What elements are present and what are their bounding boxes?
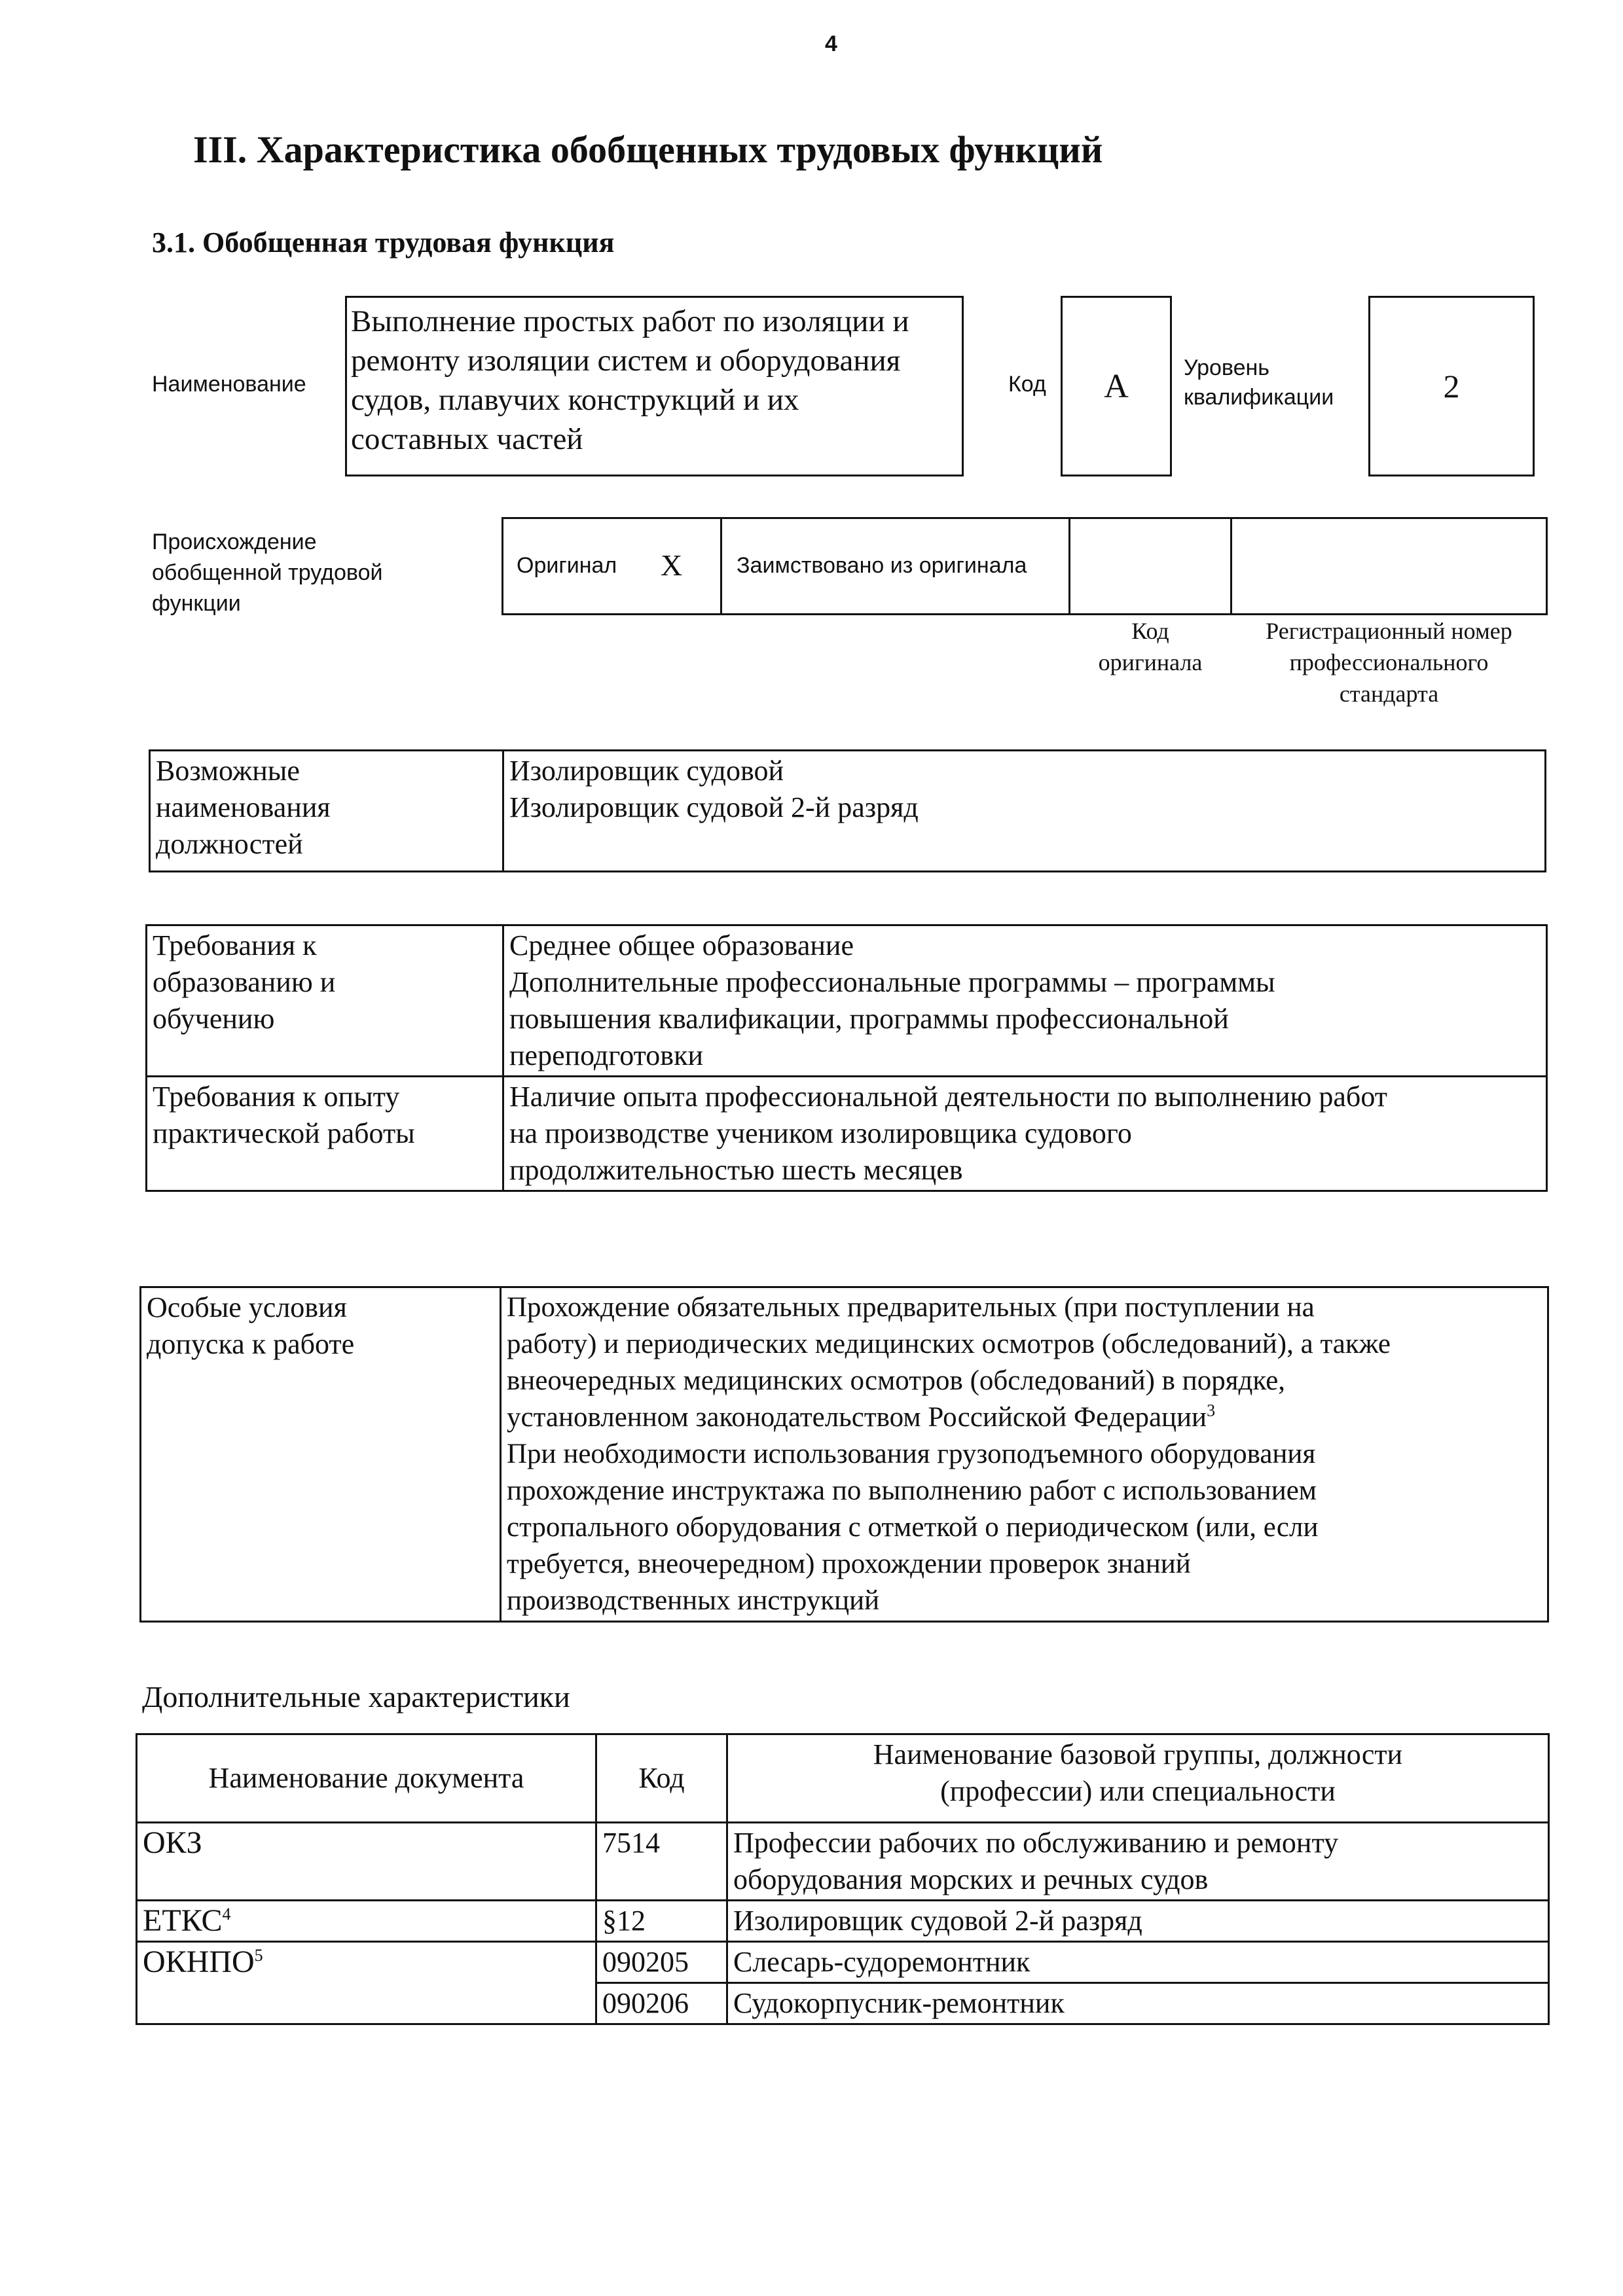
table-row <box>137 1901 1549 1942</box>
value-line: работу) и периодических медицинских осмотров (обследований), а также <box>507 1329 1391 1359</box>
code-cell: 7514 <box>596 1823 727 1901</box>
origin-label-line: обобщенной трудовой <box>152 560 383 585</box>
function-name-line: ремонту изоляции систем и оборудования <box>351 344 901 378</box>
caption-line: Регистрационный номер <box>1266 618 1512 644</box>
label-line: Требования к опыту <box>153 1081 400 1113</box>
value-line: Дополнительные профессиональные программы – программы <box>509 966 1275 998</box>
additional-header-row <box>137 1734 1549 1823</box>
conditions-label <box>141 1287 501 1622</box>
name-line: оборудования морских и речных судов <box>733 1863 1209 1895</box>
label-line: Возможные <box>156 755 300 787</box>
requirements-table <box>145 924 1548 1192</box>
original-mark: X <box>661 548 683 582</box>
borrowed-label: Заимствовано из оригинала <box>737 553 1027 578</box>
borrowed-cell <box>720 517 1070 615</box>
registration-caption <box>1230 615 1548 709</box>
doc-cell <box>137 1823 596 1901</box>
origin-label <box>152 527 382 619</box>
footnote-mark: 3 <box>1207 1401 1216 1420</box>
experience-label <box>147 1077 503 1191</box>
value-line: стропального оборудования с отметкой о периодическом (или, если <box>507 1512 1319 1543</box>
additional-title: Дополнительные характеристики <box>142 1680 570 1713</box>
original-code-caption <box>1068 615 1232 678</box>
level-label-line-2: квалификации <box>1184 385 1334 410</box>
value-text: установленном законодательством Российской Федерации <box>507 1402 1207 1433</box>
header-line: Наименование базовой группы, должности <box>873 1738 1403 1770</box>
label-line: Требования к <box>153 929 317 961</box>
code-value: А <box>1104 367 1129 405</box>
function-name-box <box>345 296 964 476</box>
doc-text: ЕТКС <box>143 1903 223 1938</box>
label-line: Особые условия <box>147 1291 347 1323</box>
label-line: наименования <box>156 791 331 823</box>
conditions-value <box>501 1287 1548 1622</box>
header-doc: Наименование документа <box>137 1734 596 1823</box>
level-value-box <box>1368 296 1535 476</box>
value-line: продолжительностью шесть месяцев <box>509 1154 963 1186</box>
caption-line: профессионального <box>1289 649 1489 675</box>
level-value: 2 <box>1443 368 1460 404</box>
value-line: Среднее общее образование <box>509 929 854 961</box>
section-title: III. Характеристика обобщенных трудовых функций <box>193 128 1103 171</box>
caption-line: стандарта <box>1339 681 1439 707</box>
positions-row <box>150 751 1546 872</box>
name-line: Слесарь-судоремонтник <box>733 1946 1030 1978</box>
value-line: на производстве учеником изолировщика судового <box>509 1117 1132 1149</box>
positions-value <box>503 751 1546 872</box>
name-line: Изолировщик судовой 2-й разряд <box>733 1905 1142 1937</box>
name-cell <box>727 1823 1549 1901</box>
value-line: Прохождение обязательных предварительных (при поступлении на <box>507 1292 1315 1323</box>
label-line: практической работы <box>153 1117 415 1149</box>
experience-row <box>147 1077 1547 1191</box>
name-label: Наименование <box>152 372 306 397</box>
positions-label <box>150 751 503 872</box>
table-row <box>137 1823 1549 1901</box>
positions-table <box>149 749 1546 872</box>
value-line: Изолировщик судовой 2-й разряд <box>509 791 919 823</box>
original-code-cell <box>1068 517 1232 615</box>
name-cell <box>727 1983 1549 2024</box>
registration-number-cell <box>1230 517 1548 615</box>
function-name-line: составных частей <box>351 422 583 456</box>
value-line: Изолировщик судовой <box>509 755 784 787</box>
header-line: (профессии) или специальности <box>940 1775 1336 1807</box>
origin-label-line: функции <box>152 591 241 616</box>
value-line <box>507 1399 1542 1436</box>
original-label: Оригинал <box>517 553 617 578</box>
code-cell: §12 <box>596 1901 727 1942</box>
header-name <box>727 1734 1549 1823</box>
footnote-mark: 4 <box>222 1905 231 1924</box>
function-name-line: судов, плавучих конструкций и их <box>351 383 799 417</box>
value-line: повышения квалификации, программы профессиональной <box>509 1003 1229 1035</box>
value-line: При необходимости использования грузоподъемного оборудования <box>507 1439 1316 1469</box>
label-line: образованию и <box>153 966 336 998</box>
doc-cell <box>137 1942 596 2024</box>
conditions-table <box>139 1286 1549 1623</box>
doc-text: ОКНПО <box>143 1945 255 1979</box>
name-line: Судокорпусник-ремонтник <box>733 1987 1065 2019</box>
label-line: должностей <box>156 828 303 860</box>
value-line: производственных инструкций <box>507 1585 880 1616</box>
label-line: обучению <box>153 1003 275 1035</box>
value-line: прохождение инструктажа по выполнению работ с использованием <box>507 1475 1317 1506</box>
caption-line: оригинала <box>1098 649 1203 675</box>
label-line: допуска к работе <box>147 1328 355 1360</box>
footnote-mark: 5 <box>254 1946 263 1965</box>
header-code: Код <box>596 1734 727 1823</box>
education-value <box>503 925 1547 1077</box>
value-line: Наличие опыта профессиональной деятельности по выполнению работ <box>509 1081 1387 1113</box>
value-line: внеочередных медицинских осмотров (обследований) в порядке, <box>507 1365 1286 1396</box>
page-number: 4 <box>825 31 837 56</box>
function-name-line: Выполнение простых работ по изоляции и <box>351 304 909 338</box>
name-line: Профессии рабочих по обслуживанию и ремонту <box>733 1827 1339 1859</box>
table-row <box>137 1942 1549 1983</box>
name-cell <box>727 1901 1549 1942</box>
education-row <box>147 925 1547 1077</box>
name-cell <box>727 1942 1549 1983</box>
subsection-title: 3.1. Обобщенная трудовая функция <box>152 226 615 259</box>
code-label: Код <box>1008 372 1046 397</box>
code-cell: 090205 <box>596 1942 727 1983</box>
level-label-line-1: Уровень <box>1184 355 1269 380</box>
origin-label-line: Происхождение <box>152 529 317 554</box>
value-line: требуется, внеочередном) прохождении проверок знаний <box>507 1549 1191 1579</box>
experience-value <box>503 1077 1547 1191</box>
value-line: переподготовки <box>509 1039 703 1071</box>
caption-line: Код <box>1131 618 1169 644</box>
additional-table <box>136 1733 1550 2025</box>
education-label <box>147 925 503 1077</box>
level-label <box>1184 353 1334 412</box>
code-value-box <box>1061 296 1172 476</box>
code-cell: 090206 <box>596 1983 727 2024</box>
original-cell <box>501 517 722 615</box>
doc-cell <box>137 1901 596 1942</box>
conditions-row <box>141 1287 1548 1622</box>
doc-text: ОКЗ <box>143 1825 202 1860</box>
